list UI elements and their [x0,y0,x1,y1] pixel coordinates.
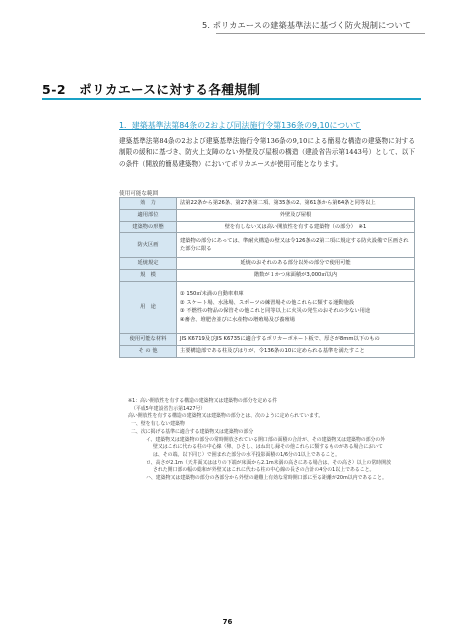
table-row [120,345,415,357]
note-line: イ、建築物又は建築物の部分の常時開放されている開口部の面積の合計が、その建築物又は建築物の部分の外 [146,436,386,443]
note-line: 二、次に掲げる基準に適合する建築物又は建築物の部分 [131,428,254,435]
note-line: ハ、建築物又は建築物の部分の各部分から外壁の避難上有効な常時開口部に至る距離が20m以内であること。 [146,475,387,482]
table-row [120,198,415,210]
table-row [120,209,415,221]
row-value: 階数が１かつ床面積が3,000㎡以内 [177,270,415,282]
row-label: 延焼規定 [120,258,177,270]
row-value: 壁を有しない又は高い開放性を有する建築物（の部分） ※1 [177,221,415,233]
footnotes [119,398,419,483]
note-line: された開口部の幅の総和が外壁又はこれに代わる柱の中心線の長さの合計の4分の1以上であること。 [153,467,375,474]
intro-paragraph: 建築基準法第84条の2および建築基準法施行令第136条の9,10による簡易な構造の建築物に対する制限の緩和に基づき、防火上支障のない外壁及び屋根の構造（建設省告示第1443号）として、以下の条件（開放的簡易建築物）においてポリカエースが使用可能となります。 [119,137,415,168]
row-label: 防火区画 [120,233,177,258]
table-row [120,221,415,233]
row-value: 外壁及び屋根 [177,209,415,221]
note-line: は、その端。以下同じ）で囲まれた部分の水平投影面積の1/6分の1以上であること。 [153,451,341,458]
header-rule [216,33,425,34]
list-item: ④畜舎、堆肥舎並びに水産物の増殖場及び養殖場 [180,317,295,324]
note-line: （平成5年建設省告示第1427号） [131,405,206,412]
list-item: ① 150㎡未満の自動車車庫 [180,290,244,297]
section-rule [42,98,421,100]
note-line: 高い開放性を有する構造の建築物又は建築物の部分とは、次のように定められています。 [128,413,324,420]
table-row [120,258,415,270]
running-header: 5. ポリカエースの建築基準法に基づく防火規制について [202,20,411,30]
note-line: 壁又はこれに代わる柱の中心線（卵、ひさし、はね出し縁その他これらに類するものがある場合において [153,444,383,451]
row-label: 規 模 [120,270,177,282]
row-label: 使用可能な材料 [120,333,177,345]
table-row [120,233,415,258]
note-line: ※1：高い開放性を有する構造の建築物又は建築物の部分を定める件 [128,398,278,404]
conditions-table [119,197,415,358]
row-label: 建築物の形態 [120,221,177,233]
row-label: 用 途 [120,281,177,333]
row-label: 効 力 [120,198,177,210]
row-label: そ の 他 [120,345,177,357]
note-line: 一、壁を有しない建築物 [131,421,185,428]
list-item: ② スケート場、水泳場、スポーツの練習場その他これらに類する運動施設 [180,299,355,306]
table-row [120,281,415,333]
note-line: ロ、高さが2.1m（天井面又ははりの下端が床面から2.1m未満の高さにある場合は、その高さ）以上の常時開放 [146,459,391,466]
row-value: JIS K6719及びJIS K6735に適合するポリカーボネート板で、厚さが8mm以下のもの [177,333,415,345]
row-value: 建築物の部分にあっては、準耐火構造の壁又は令126条の2第二項に規定する防火設備で区画された部分に限る [177,233,415,258]
table-row [120,333,415,345]
row-value: 法第22条から第26条、第27条第二項、第35条の2、第61条から第64条と同等以上 [177,198,415,210]
table-caption: 使用可能な範囲 [119,191,159,197]
page-number: 76 [222,618,233,626]
list-item: ③ 不燃性の物品の保管その他これと同等以上に火災の発生のおそれの少ない用途 [180,308,371,315]
row-value [177,281,415,333]
table-row [120,270,415,282]
subsection-heading: 1．建築基準法第84条の2および同法施行令第136条の9,10について [119,121,361,130]
row-label: 適用部位 [120,209,177,221]
usage-list [180,290,411,325]
section-title: 5-2 ポリカエースに対する各種規制 [42,82,261,97]
row-value: 主要構造部である柱及びはりが、令136条の10に定められる基準を満たすこと [177,345,415,357]
row-value: 延焼のおそれのある部分以外の部分で使用可能 [177,258,415,270]
